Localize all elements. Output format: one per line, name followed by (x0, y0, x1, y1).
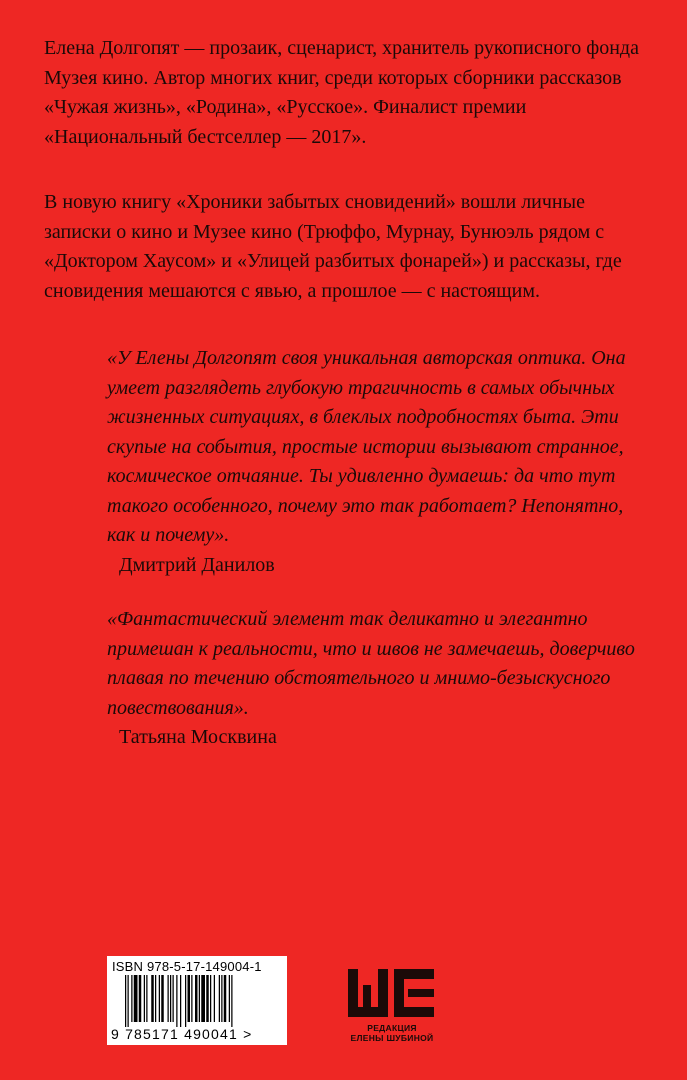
author-bio: Елена Долгопят — прозаик, сценарист, хранитель рукописного фонда Музея кино. Автор многих книг, среди которых сборники рассказов «Чужая жизнь», «Родина», «Русское». Финалист премии «Национальный бестселлер — 2017». (44, 37, 639, 148)
publisher-logo (348, 965, 434, 1047)
quote-author: Дмитрий Данилов (119, 553, 275, 576)
review-quote (107, 605, 647, 753)
isbn-barcode (107, 956, 287, 1045)
quote-text: «Фантастический элемент так деликатно и элегантно примешан к реальности, что и швов не замечаешь, доверчиво плавая по течению обстоятельного и мнимо-безыскусного повествования». (107, 608, 635, 719)
quote-author: Татьяна Москвина (119, 726, 277, 748)
quote-text: «У Елены Долгопят своя уникальная авторская оптика. Она умеет разглядеть глубокую трагичность в самых обычных жизненных ситуациях, в блеклых подробностях быта. Эти скупые на события, простые истории вызывают странное, космическое отчаяние. Ты удивленно думаешь: да что тут такого особенного, почему это так работает? Непонятно, как и почему». (107, 347, 626, 546)
barcode-digits: 9 785171 490041 > (111, 1026, 253, 1042)
publisher-logo-icon (348, 965, 436, 1021)
isbn-number: ISBN 978-5-17-149004-1 (112, 959, 262, 974)
publisher-name-line1: РЕДАКЦИЯ (367, 1023, 417, 1033)
publisher-name-line2: ЕЛЕНЫ ШУБИНОЙ (350, 1033, 434, 1043)
barcode-bars (125, 975, 275, 1027)
book-description: В новую книгу «Хроники забытых сновидений» вошли личные записки о кино и Музее кино (Трюффо, Мурнау, Бунюэль рядом с «Доктором Хаусом» и «Улицей разбитых фонарей») и рассказы, где сновидения мешаются с явью, а прошлое — с настоящим. (44, 191, 622, 302)
review-quote (107, 344, 647, 580)
